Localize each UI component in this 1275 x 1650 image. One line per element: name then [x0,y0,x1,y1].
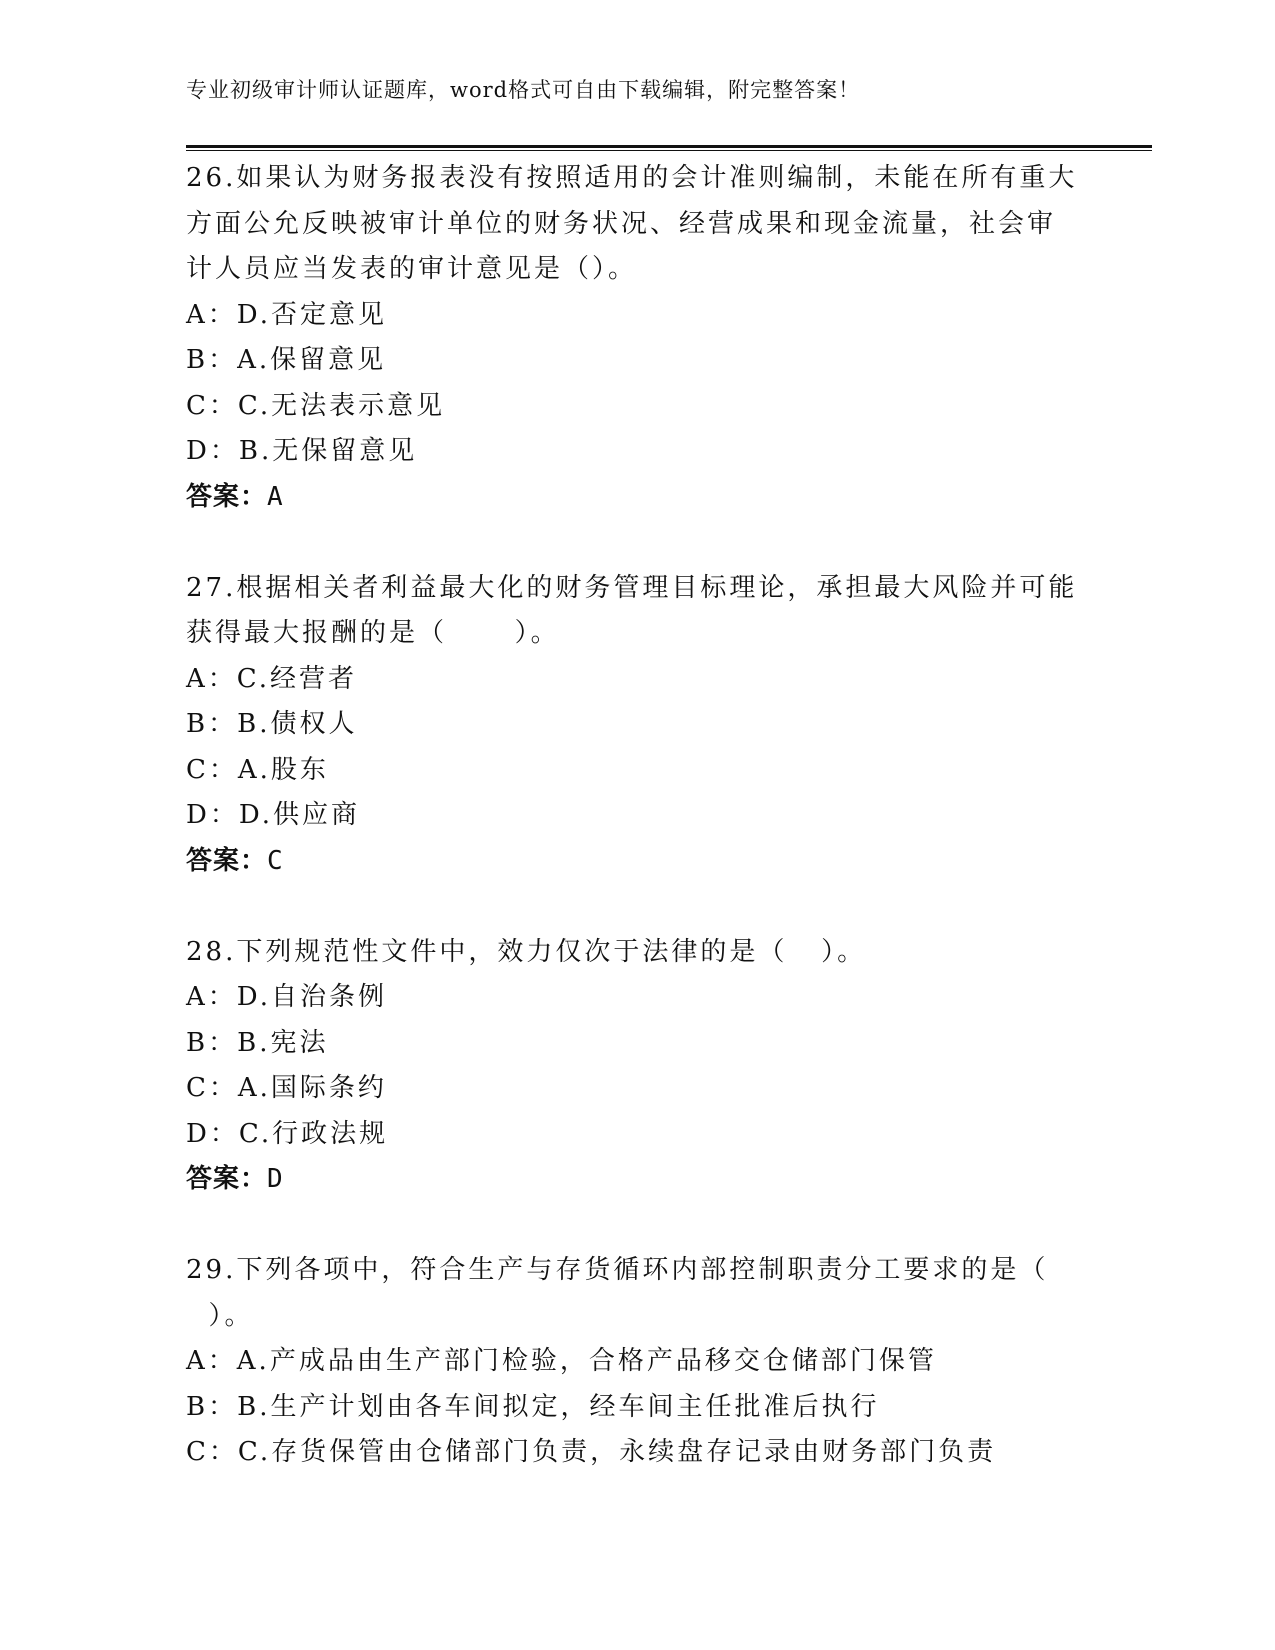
question-28 [186,930,1106,1203]
question-27 [186,566,1106,885]
option-d: D：D.供应商 [186,800,361,830]
page-header: 专业初级审计师认证题库，word格式可自由下载编辑，附完整答案！ [186,78,861,102]
answer-label: 答案： [186,845,268,876]
answer-value: C [267,845,284,876]
option-c: C：A.国际条约 [186,1073,387,1103]
option-c: C：C.无法表示意见 [186,390,446,421]
option-b: B：A.保留意见 [186,345,387,375]
option-d: D：B.无保留意见 [186,436,418,466]
option-b: B：B.债权人 [186,709,358,739]
answer-label: 答案： [186,1164,268,1194]
question-text-line: 26.如果认为财务报表没有按照适用的会计准则编制，未能在所有重大 [186,163,1078,193]
option-d: D：C.行政法规 [186,1118,389,1149]
option-a: A：A.产成品由生产部门检验，合格产品移交仓储部门保管 [186,1346,937,1376]
answer-label: 答案： [186,481,268,512]
answer-line [186,475,1106,521]
question-list [186,156,1106,1476]
option-b: B：B.生产计划由各车间拟定，经车间主任批准后执行 [186,1391,880,1422]
question-text-line: 获得最大报酬的是（ ）。 [186,618,560,648]
question-spacer [186,1203,1106,1249]
answer-value: A [267,481,284,512]
question-spacer [186,520,1106,566]
option-a: A：C.经营者 [186,663,358,694]
option-c: C：C.存货保管由仓储部门负责，永续盘存记录由财务部门负责 [186,1437,997,1467]
option-a: A：D.自治条例 [186,982,387,1012]
question-text-line: 方面公允反映被审计单位的财务状况、经营成果和现金流量，社会审 [186,208,1057,239]
answer-value: D [267,1164,284,1194]
answer-line [186,839,1106,885]
question-29 [186,1248,1106,1476]
question-text-line: 27.根据相关者利益最大化的财务管理目标理论，承担最大风险并可能 [186,572,1078,603]
question-text-line: 计人员应当发表的审计意见是（）。 [186,254,638,284]
header-rule [186,145,1152,151]
option-a: A：D.否定意见 [186,299,387,330]
question-text-line: 29.下列各项中，符合生产与存货循环内部控制职责分工要求的是（ [186,1255,1049,1285]
answer-line [186,1157,1106,1203]
option-b: B：B.宪法 [186,1027,329,1058]
question-text-line: ）。 [186,1300,254,1331]
option-c: C：A.股东 [186,754,329,785]
question-spacer [186,884,1106,930]
question-26 [186,156,1106,520]
question-text-line: 28.下列规范性文件中，效力仅次于法律的是（ ）。 [186,936,867,967]
